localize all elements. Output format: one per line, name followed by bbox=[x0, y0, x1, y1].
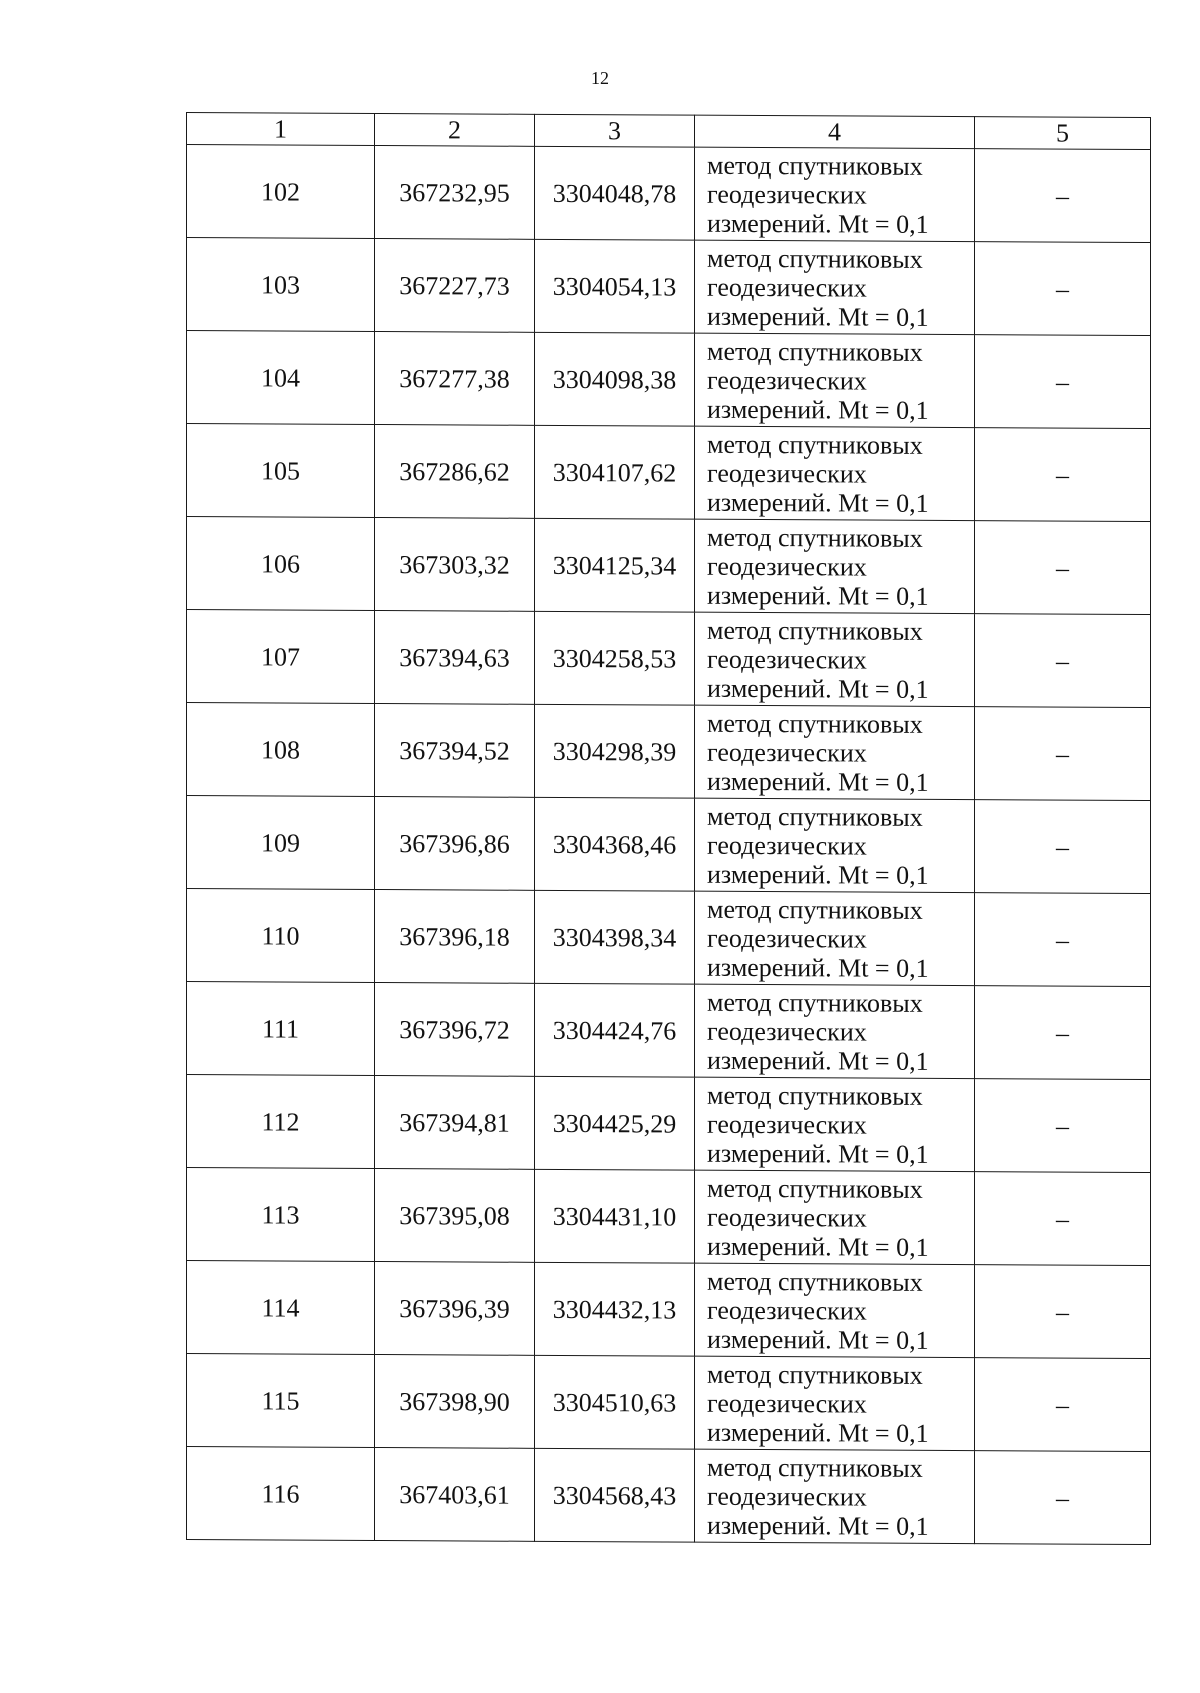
method-line-2: геодезических bbox=[707, 365, 867, 396]
point-number-cell: 116 bbox=[187, 1447, 375, 1541]
method-line-2: геодезических bbox=[707, 179, 867, 210]
point-number-cell: 103 bbox=[187, 238, 375, 332]
method-line-1: метод спутниковых bbox=[707, 522, 923, 553]
method-cell bbox=[695, 240, 975, 334]
y-coordinate-cell: 3304298,39 bbox=[535, 704, 695, 798]
method-line-2: геодезических bbox=[707, 551, 867, 582]
x-coordinate-cell: 367396,72 bbox=[375, 982, 535, 1076]
column-5-cell: – bbox=[975, 521, 1151, 615]
method-line-3: измерений. Mt = 0,1 bbox=[707, 580, 929, 611]
method-line-3: измерений. Mt = 0,1 bbox=[707, 394, 929, 425]
method-line-2: геодезических bbox=[707, 830, 867, 861]
table-row bbox=[187, 145, 1151, 243]
point-number-cell: 104 bbox=[187, 331, 375, 425]
point-number-cell: 112 bbox=[187, 1075, 375, 1169]
method-line-1: метод спутниковых bbox=[707, 429, 923, 460]
method-line-1: метод спутниковых bbox=[707, 801, 923, 832]
point-number-cell: 108 bbox=[187, 703, 375, 797]
table-row bbox=[187, 703, 1151, 801]
y-coordinate-cell: 3304054,13 bbox=[535, 239, 695, 333]
method-line-2: геодезических bbox=[707, 737, 867, 768]
x-coordinate-cell: 367403,61 bbox=[375, 1447, 535, 1541]
table-row bbox=[187, 889, 1151, 987]
method-cell bbox=[695, 1356, 975, 1450]
table-row bbox=[187, 238, 1151, 336]
method-line-3: измерений. Mt = 0,1 bbox=[707, 952, 929, 983]
header-col-5: 5 bbox=[975, 117, 1151, 150]
y-coordinate-cell: 3304424,76 bbox=[535, 983, 695, 1077]
y-coordinate-cell: 3304048,78 bbox=[535, 146, 695, 240]
column-5-cell: – bbox=[975, 149, 1151, 243]
x-coordinate-cell: 367286,62 bbox=[375, 424, 535, 518]
method-line-1: метод спутниковых bbox=[707, 150, 923, 181]
method-line-2: геодезических bbox=[707, 1109, 867, 1140]
method-line-1: метод спутниковых bbox=[707, 987, 923, 1018]
method-cell bbox=[695, 1077, 975, 1171]
table-row bbox=[187, 1447, 1151, 1545]
point-number-cell: 113 bbox=[187, 1168, 375, 1262]
y-coordinate-cell: 3304368,46 bbox=[535, 797, 695, 891]
method-line-3: измерений. Mt = 0,1 bbox=[707, 859, 929, 890]
method-line-1: метод спутниковых bbox=[707, 1452, 923, 1483]
point-number-cell: 109 bbox=[187, 796, 375, 890]
column-5-cell: – bbox=[975, 800, 1151, 894]
y-coordinate-cell: 3304431,10 bbox=[535, 1169, 695, 1263]
method-cell bbox=[695, 519, 975, 613]
header-row bbox=[187, 113, 1151, 150]
x-coordinate-cell: 367227,73 bbox=[375, 238, 535, 332]
method-line-3: измерений. Mt = 0,1 bbox=[707, 1324, 929, 1355]
method-cell bbox=[695, 1263, 975, 1357]
point-number-cell: 110 bbox=[187, 889, 375, 983]
table-row bbox=[187, 1354, 1151, 1452]
method-line-1: метод спутниковых bbox=[707, 1080, 923, 1111]
method-line-3: измерений. Mt = 0,1 bbox=[707, 487, 929, 518]
y-coordinate-cell: 3304510,63 bbox=[535, 1355, 695, 1449]
header-col-3: 3 bbox=[535, 114, 695, 147]
point-number-cell: 107 bbox=[187, 610, 375, 704]
table-header bbox=[187, 113, 1151, 150]
table-row bbox=[187, 517, 1151, 615]
method-line-2: геодезических bbox=[707, 923, 867, 954]
table-row bbox=[187, 331, 1151, 429]
column-5-cell: – bbox=[975, 428, 1151, 522]
column-5-cell: – bbox=[975, 1265, 1151, 1359]
point-number-cell: 114 bbox=[187, 1261, 375, 1355]
x-coordinate-cell: 367395,08 bbox=[375, 1168, 535, 1262]
method-line-1: метод спутниковых bbox=[707, 615, 923, 646]
method-line-1: метод спутниковых bbox=[707, 243, 923, 274]
y-coordinate-cell: 3304107,62 bbox=[535, 425, 695, 519]
y-coordinate-cell: 3304432,13 bbox=[535, 1262, 695, 1356]
method-line-1: метод спутниковых bbox=[707, 1266, 923, 1297]
method-cell bbox=[695, 1170, 975, 1264]
x-coordinate-cell: 367277,38 bbox=[375, 331, 535, 425]
method-line-2: геодезических bbox=[707, 1295, 867, 1326]
method-line-3: измерений. Mt = 0,1 bbox=[707, 1045, 929, 1076]
x-coordinate-cell: 367398,90 bbox=[375, 1354, 535, 1448]
x-coordinate-cell: 367394,52 bbox=[375, 703, 535, 797]
method-cell bbox=[695, 705, 975, 799]
x-coordinate-cell: 367396,86 bbox=[375, 796, 535, 890]
method-line-2: геодезических bbox=[707, 1481, 867, 1512]
y-coordinate-cell: 3304125,34 bbox=[535, 518, 695, 612]
x-coordinate-cell: 367232,95 bbox=[375, 145, 535, 239]
y-coordinate-cell: 3304425,29 bbox=[535, 1076, 695, 1170]
method-cell bbox=[695, 147, 975, 241]
header-col-4: 4 bbox=[695, 115, 975, 148]
column-5-cell: – bbox=[975, 335, 1151, 429]
x-coordinate-cell: 367396,18 bbox=[375, 889, 535, 983]
header-col-2: 2 bbox=[375, 113, 535, 146]
method-cell bbox=[695, 612, 975, 706]
method-cell bbox=[695, 798, 975, 892]
method-line-3: измерений. Mt = 0,1 bbox=[707, 1231, 929, 1262]
method-line-3: измерений. Mt = 0,1 bbox=[707, 301, 929, 332]
method-cell bbox=[695, 891, 975, 985]
method-line-2: геодезических bbox=[707, 644, 867, 675]
method-line-2: геодезических bbox=[707, 272, 867, 303]
table-row bbox=[187, 1168, 1151, 1266]
column-5-cell: – bbox=[975, 1172, 1151, 1266]
point-number-cell: 106 bbox=[187, 517, 375, 611]
y-coordinate-cell: 3304258,53 bbox=[535, 611, 695, 705]
method-line-2: геодезических bbox=[707, 1388, 867, 1419]
table-row bbox=[187, 424, 1151, 522]
column-5-cell: – bbox=[975, 707, 1151, 801]
y-coordinate-cell: 3304568,43 bbox=[535, 1448, 695, 1542]
column-5-cell: – bbox=[975, 242, 1151, 336]
column-5-cell: – bbox=[975, 1079, 1151, 1173]
page-number: 12 bbox=[591, 68, 609, 88]
method-line-2: геодезических bbox=[707, 458, 867, 489]
table-row bbox=[187, 610, 1151, 708]
x-coordinate-cell: 367303,32 bbox=[375, 517, 535, 611]
column-5-cell: – bbox=[975, 893, 1151, 987]
coordinates-table bbox=[186, 112, 1151, 1545]
y-coordinate-cell: 3304098,38 bbox=[535, 332, 695, 426]
point-number-cell: 115 bbox=[187, 1354, 375, 1448]
method-cell bbox=[695, 426, 975, 520]
y-coordinate-cell: 3304398,34 bbox=[535, 890, 695, 984]
point-number-cell: 102 bbox=[187, 145, 375, 239]
method-line-3: измерений. Mt = 0,1 bbox=[707, 1510, 929, 1541]
method-line-2: геодезических bbox=[707, 1016, 867, 1047]
table-row bbox=[187, 982, 1151, 1080]
method-line-1: метод спутниковых bbox=[707, 894, 923, 925]
x-coordinate-cell: 367396,39 bbox=[375, 1261, 535, 1355]
point-number-cell: 105 bbox=[187, 424, 375, 518]
column-5-cell: – bbox=[975, 986, 1151, 1080]
table-row bbox=[187, 1261, 1151, 1359]
point-number-cell: 111 bbox=[187, 982, 375, 1076]
header-col-1: 1 bbox=[187, 113, 375, 146]
method-cell bbox=[695, 1449, 975, 1543]
column-5-cell: – bbox=[975, 614, 1151, 708]
method-line-1: метод спутниковых bbox=[707, 1359, 923, 1390]
table-row bbox=[187, 1075, 1151, 1173]
table-row bbox=[187, 796, 1151, 894]
x-coordinate-cell: 367394,63 bbox=[375, 610, 535, 704]
method-line-1: метод спутниковых bbox=[707, 708, 923, 739]
method-cell bbox=[695, 984, 975, 1078]
method-line-3: измерений. Mt = 0,1 bbox=[707, 766, 929, 797]
method-line-1: метод спутниковых bbox=[707, 1173, 923, 1204]
table-body bbox=[187, 145, 1151, 1545]
column-5-cell: – bbox=[975, 1358, 1151, 1452]
column-5-cell: – bbox=[975, 1451, 1151, 1545]
method-line-3: измерений. Mt = 0,1 bbox=[707, 673, 929, 704]
method-line-1: метод спутниковых bbox=[707, 336, 923, 367]
method-line-3: измерений. Mt = 0,1 bbox=[707, 1417, 929, 1448]
x-coordinate-cell: 367394,81 bbox=[375, 1075, 535, 1169]
method-line-2: геодезических bbox=[707, 1202, 867, 1233]
method-line-3: измерений. Mt = 0,1 bbox=[707, 208, 929, 239]
method-line-3: измерений. Mt = 0,1 bbox=[707, 1138, 929, 1169]
method-cell bbox=[695, 333, 975, 427]
